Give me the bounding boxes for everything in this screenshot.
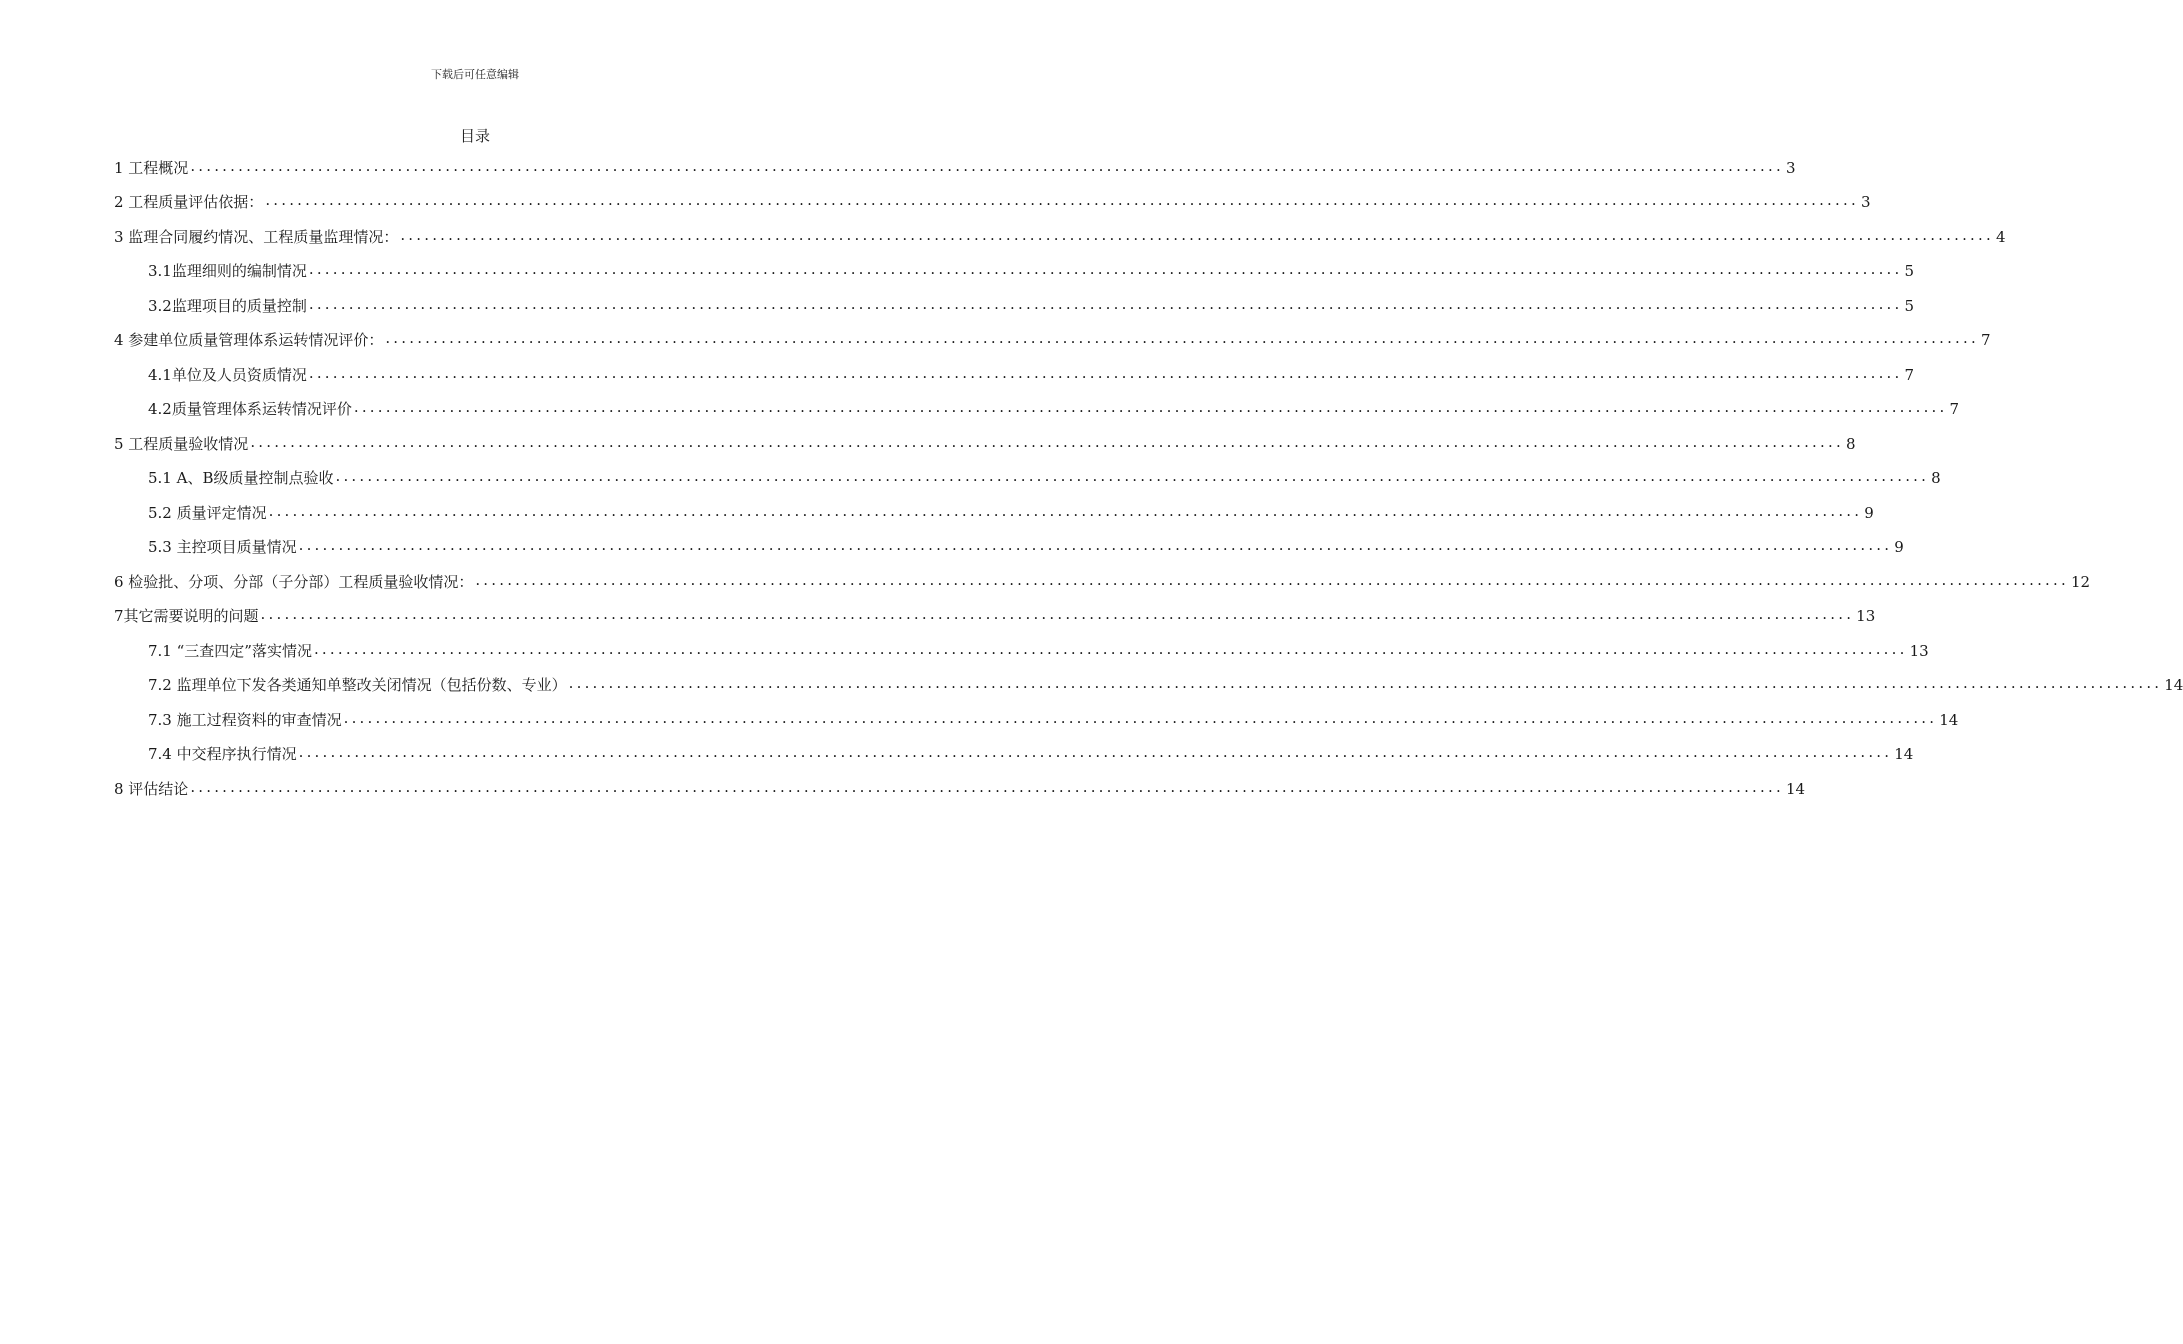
toc-leader-dots: ........................................................................................................................................................................................................ (190, 778, 1784, 796)
toc-entry-label: 3.1监理细则的编制情况 (148, 262, 307, 280)
toc-entry[interactable] (148, 394, 1960, 424)
toc-leader-dots: ........................................................................................................................................................................................................ (308, 260, 1903, 278)
toc-entry-label: 3 监理合同履约情况、工程质量监理情况： (114, 228, 399, 246)
toc-entry[interactable] (114, 601, 1876, 631)
toc-entry[interactable] (148, 739, 1914, 769)
toc-leader-dots: ........................................................................................................................................................................................................ (298, 743, 1893, 761)
toc-entry[interactable] (148, 360, 1915, 390)
toc-entry[interactable] (114, 325, 1991, 355)
toc-leader-dots: ........................................................................................................................................................................................................ (400, 226, 1994, 244)
toc-entry-page: 5 (1904, 297, 1915, 315)
toc-entry-page: 8 (1845, 435, 1856, 453)
toc-entry-label: 5.1 A、B级质量控制点验收 (148, 469, 334, 487)
toc-leader-dots: ........................................................................................................................................................................................................ (298, 536, 1893, 554)
toc-entry-page: 14 (1785, 780, 1806, 798)
toc-entry-label: 4.2质量管理体系运转情况评价 (148, 400, 352, 418)
toc-leader-dots: ........................................................................................................................................................................................................ (308, 364, 1903, 382)
toc-leader-dots: ........................................................................................................................................................................................................ (568, 674, 2163, 692)
toc-entry-page: 7 (1949, 400, 1960, 418)
toc-title: 目录 (459, 127, 490, 145)
toc-entry-label: 7.1 “三查四定”落实情况 (148, 642, 312, 660)
toc-entry-page: 3 (1785, 159, 1796, 177)
toc-entry[interactable] (148, 463, 1941, 493)
toc-entry[interactable] (148, 532, 1904, 562)
toc-entry-page: 12 (2070, 573, 2091, 591)
toc-entry-page: 14 (1939, 711, 1959, 729)
toc-leader-dots: ........................................................................................................................................................................................................ (335, 467, 1930, 485)
toc-entry-page: 3 (1860, 193, 1871, 211)
toc-entry[interactable] (114, 774, 1806, 804)
toc-entry-page: 8 (1931, 469, 1941, 487)
toc-leader-dots: ........................................................................................................................................................................................................ (475, 571, 2069, 589)
toc-leader-dots: ........................................................................................................................................................................................................ (250, 433, 1844, 451)
toc-entry-label: 5.3 主控项目质量情况 (148, 538, 297, 556)
toc-entry[interactable] (114, 222, 2006, 252)
toc-entry-label: 7.2 监理单位下发各类通知单整改关闭情况（包括份数、专业） (148, 676, 567, 694)
toc-entry-page: 14 (1894, 745, 1914, 763)
toc-leader-dots: ........................................................................................................................................................................................................ (268, 502, 1863, 520)
toc-entry-label: 5.2 质量评定情况 (148, 504, 267, 522)
toc-leader-dots: ........................................................................................................................................................................................................ (343, 709, 1938, 727)
toc-entry-label: 7其它需要说明的问题 (114, 607, 259, 625)
toc-leader-dots: ........................................................................................................................................................................................................ (385, 329, 1979, 347)
toc-entry-label: 3.2监理项目的质量控制 (148, 297, 307, 315)
toc-entry-label: 7.4 中交程序执行情况 (148, 745, 297, 763)
toc-entry-label: 5 工程质量验收情况 (114, 435, 249, 453)
page-header-note: 下载后可任意编辑 (431, 68, 519, 81)
toc-leader-dots: ........................................................................................................................................................................................................ (353, 398, 1948, 416)
toc-entry[interactable] (148, 498, 1874, 528)
toc-entry-page: 13 (1856, 607, 1876, 625)
toc-entry[interactable] (114, 187, 1871, 217)
toc-entry[interactable] (148, 705, 1959, 735)
toc-leader-dots: ........................................................................................................................................................................................................ (265, 191, 1859, 209)
toc-entry[interactable] (148, 256, 1915, 286)
toc-entry[interactable] (114, 429, 1856, 459)
toc-entry-page: 9 (1864, 504, 1874, 522)
toc-entry-page: 9 (1894, 538, 1904, 556)
toc-entry-label: 4 参建单位质量管理体系运转情况评价： (114, 331, 384, 349)
toc-entry-page: 14 (2164, 676, 2183, 694)
toc-entry[interactable] (148, 291, 1915, 321)
toc-leader-dots: ........................................................................................................................................................................................................ (313, 640, 1908, 658)
toc-entry-page: 7 (1980, 331, 1991, 349)
toc-entry-label: 8 评估结论 (114, 780, 189, 798)
toc-entry-page: 7 (1904, 366, 1915, 384)
toc-leader-dots: ........................................................................................................................................................................................................ (190, 157, 1784, 175)
toc-entry[interactable] (148, 636, 1929, 666)
toc-entry[interactable] (148, 670, 2183, 700)
toc-entry-label: 4.1单位及人员资质情况 (148, 366, 307, 384)
toc-entry-label: 1 工程概况 (114, 159, 189, 177)
toc-leader-dots: ........................................................................................................................................................................................................ (260, 605, 1855, 623)
toc-leader-dots: ........................................................................................................................................................................................................ (308, 295, 1903, 313)
toc-entry-page: 5 (1904, 262, 1915, 280)
toc-entry-label: 7.3 施工过程资料的审查情况 (148, 711, 342, 729)
toc-entry-page: 4 (1995, 228, 2006, 246)
toc-entry-label: 6 检验批、分项、分部（子分部）工程质量验收情况： (114, 573, 474, 591)
toc-entry[interactable] (114, 153, 1796, 183)
toc-entry-page: 13 (1909, 642, 1929, 660)
toc-entry[interactable] (114, 567, 2091, 597)
toc-entry-label: 2 工程质量评估依据： (114, 193, 264, 211)
